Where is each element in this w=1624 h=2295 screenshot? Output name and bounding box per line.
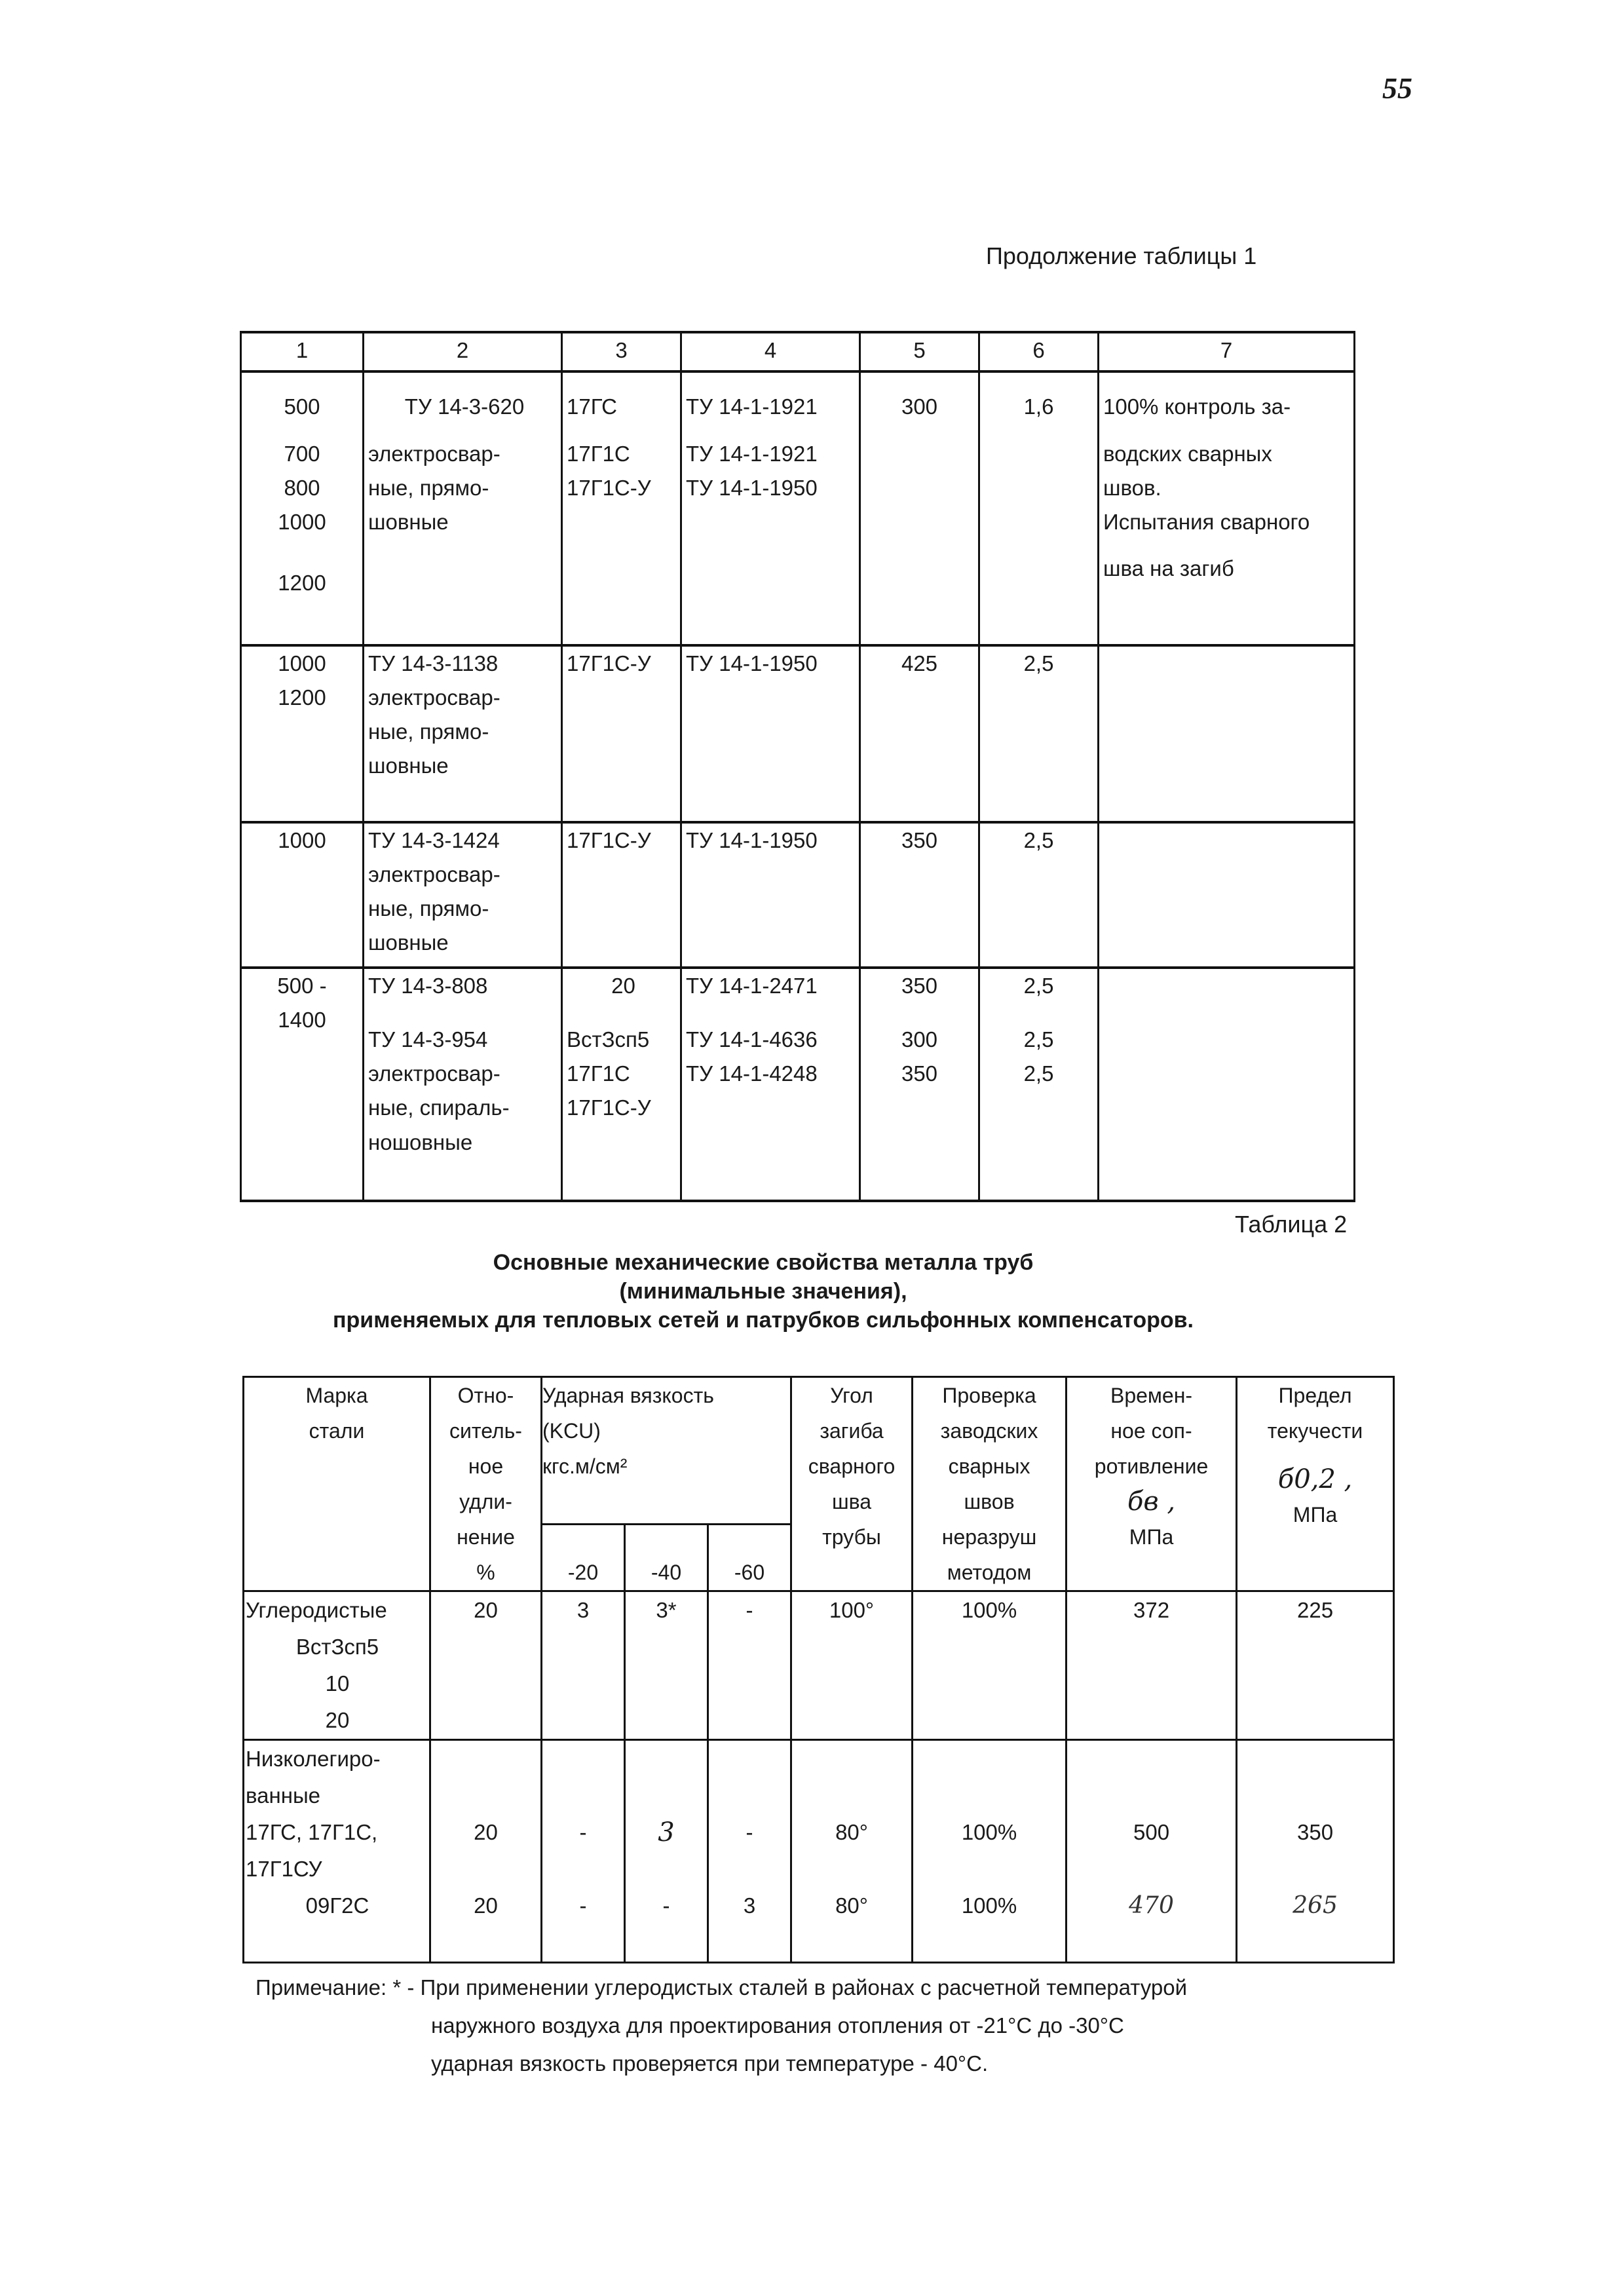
t1-g1-diameter: 500 700 800 1000 1200 (241, 390, 364, 645)
t1-g4-spec: ТУ 14-3-808 ТУ 14-3-954 электросвар- ные, спираль- ношовные (364, 968, 562, 1201)
t1-header-3: 3 (562, 332, 681, 371)
t1-g4-grade: 20 ВстЗсп5 17Г1С 17Г1С-У (562, 968, 681, 1201)
t1-g1-spec: ТУ 14-3-620 электросвар- ные, прямо- шовные (364, 390, 562, 645)
t1-g3-remark (1099, 822, 1355, 968)
t2-header-bend: Угол загиба сварного шва трубы (791, 1377, 913, 1591)
table-2-label: Таблица 2 (1235, 1211, 1348, 1238)
t1-g1-col5: 300 (860, 390, 979, 645)
t2-r1-impact-20: 3 (542, 1591, 625, 1740)
t1-g2-spec: ТУ 14-3-1138 электросвар- ные, прямо- шовные (364, 645, 562, 822)
t2-r2-yield: 350 265 (1237, 1740, 1394, 1963)
t1-g3-grade: 17Г1С-У (562, 822, 681, 968)
t1-g2-col5: 425 (860, 645, 979, 822)
t1-g2-col6: 2,5 (979, 645, 1099, 822)
t2-header-temp-20: -20 (542, 1525, 625, 1591)
t2-r1-elongation: 20 (430, 1591, 542, 1740)
t1-g3-spec: ТУ 14-3-1424 электросвар- ные, прямо- шовные (364, 822, 562, 968)
t2-header-impact: Ударная вязкость (KCU) кгс.м/см² (542, 1377, 791, 1525)
t2-header-yield: Предел текучести б0,2 , МПа (1237, 1377, 1394, 1591)
t2-header-tensile: Времен- ное соп- ротивление бв , МПа (1067, 1377, 1237, 1591)
t2-header-check: Проверка заводских сварных швов неразруш методом (913, 1377, 1067, 1591)
t1-g4-steel-spec: ТУ 14-1-2471 ТУ 14-1-4636 ТУ 14-1-4248 (681, 968, 860, 1201)
table-1 (240, 331, 1355, 1202)
t1-g3-col5: 350 (860, 822, 979, 968)
table-row (244, 1591, 1394, 1740)
t2-r2-grade: Низколегиро- ванные 17ГС, 17Г1С, 17Г1СУ 09Г2С (244, 1740, 430, 1963)
table-1-header-row (241, 332, 1355, 371)
t2-header-grade: Марка стали (244, 1377, 430, 1591)
t1-g4-remark (1099, 968, 1355, 1201)
page-number: 55 (1382, 71, 1412, 105)
t1-g2-remark (1099, 645, 1355, 822)
t2-r2-impact-60: - 3 (708, 1740, 791, 1963)
t1-g1-grade: 17ГС 17Г1С 17Г1С-У (562, 390, 681, 645)
t1-g2-steel-spec: ТУ 14-1-1950 (681, 645, 860, 822)
t2-r1-yield: 225 (1237, 1591, 1394, 1740)
t1-g4-col6: 2,5 2,5 2,5 (979, 968, 1099, 1201)
t1-header-1: 1 (241, 332, 364, 371)
table-row (241, 390, 1355, 645)
t1-header-5: 5 (860, 332, 979, 371)
t1-header-6: 6 (979, 332, 1099, 371)
t1-header-4: 4 (681, 332, 860, 371)
t2-r2-impact-40: 3 - (625, 1740, 708, 1963)
table-2-title: Основные механические свойства металла труб (минимальные значения), применяемых для тепловых сетей и патрубков сильфонных компенсаторов. (332, 1250, 1194, 1333)
table-2 (242, 1376, 1395, 1963)
t1-g2-grade: 17Г1С-У (562, 645, 681, 822)
t2-header-temp-60: -60 (708, 1525, 791, 1591)
t1-g3-diameter: 1000 (241, 822, 364, 968)
t1-g4-diameter: 500 - 1400 (241, 968, 364, 1201)
t1-g3-steel-spec: ТУ 14-1-1950 (681, 822, 860, 968)
t2-header-temp-40: -40 (625, 1525, 708, 1591)
table-row (241, 968, 1355, 1201)
t2-r1-check: 100% (913, 1591, 1067, 1740)
t2-r1-grade: Углеродистые ВстЗсп5 10 20 (244, 1591, 430, 1740)
t2-r1-bend: 100° (791, 1591, 913, 1740)
t1-g2-diameter: 1000 1200 (241, 645, 364, 822)
table-2-note: Примечание: * - При применении углеродистых сталей в районах с расчетной температурой наружного воздуха для проектирования отопления от -21°С до -30°С ударная вязкость проверяется при температуре - 40°С. (255, 1975, 1188, 2076)
t2-r1-tensile: 372 (1067, 1591, 1237, 1740)
table-row (244, 1740, 1394, 1963)
t2-header-elongation: Отно- ситель- ное удли- нение % (430, 1377, 542, 1591)
t2-r2-tensile: 500 470 (1067, 1740, 1237, 1963)
t2-r1-impact-60: - (708, 1591, 791, 1740)
table-2-header-row (244, 1377, 1394, 1525)
t2-r2-check: 100% 100% (913, 1740, 1067, 1963)
t1-g1-col6: 1,6 (979, 390, 1099, 645)
t1-g1-steel-spec: ТУ 14-1-1921 ТУ 14-1-1921 ТУ 14-1-1950 (681, 390, 860, 645)
t2-r2-impact-20: - - (542, 1740, 625, 1963)
t2-r1-impact-40: 3* (625, 1591, 708, 1740)
table-row (241, 822, 1355, 968)
t1-g3-col6: 2,5 (979, 822, 1099, 968)
t2-r2-elongation: 20 20 (430, 1740, 542, 1963)
t1-g4-col5: 350 300 350 (860, 968, 979, 1201)
t2-r2-bend: 80° 80° (791, 1740, 913, 1963)
continuation-label: Продолжение таблицы 1 (986, 242, 1257, 269)
t1-g1-remark: 100% контроль за- водских сварных швов. Испытания сварного шва на загиб (1099, 390, 1355, 645)
t1-header-7: 7 (1099, 332, 1355, 371)
t1-header-2: 2 (364, 332, 562, 371)
table-row (241, 645, 1355, 822)
